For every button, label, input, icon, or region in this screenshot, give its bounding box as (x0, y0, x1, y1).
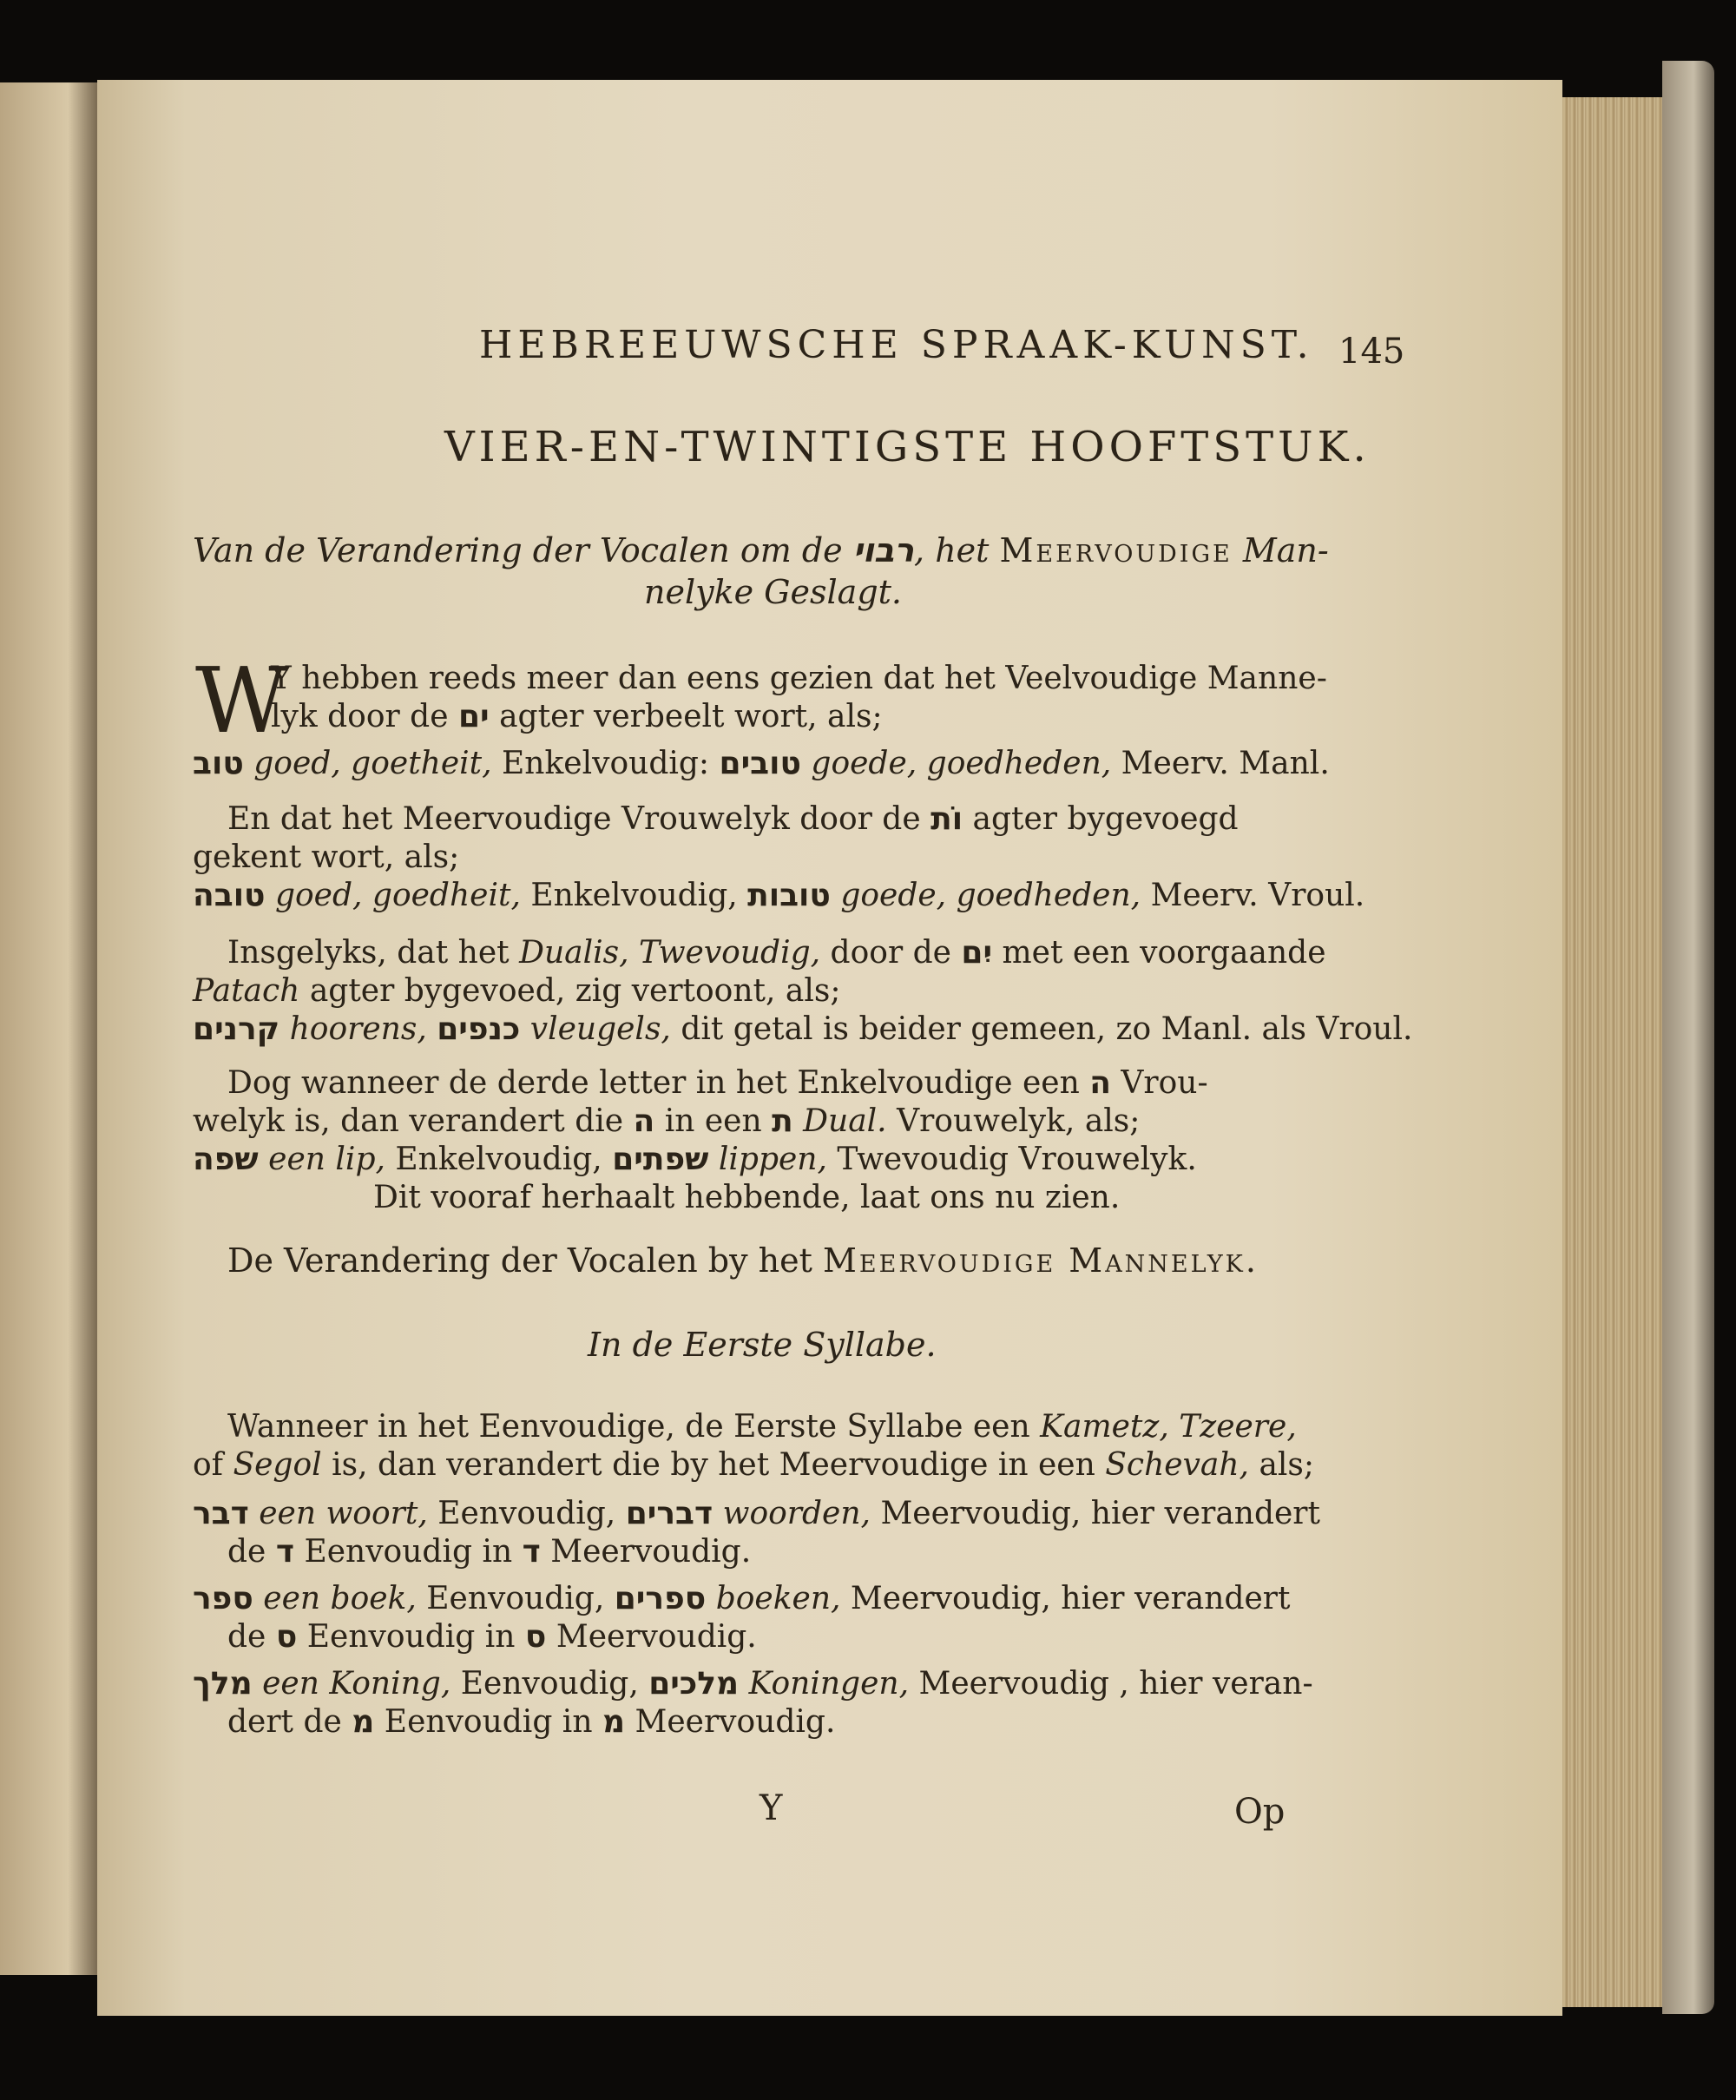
example-sefer-line-2: de ס Eenvoudig in ס Meervoudig. (227, 1619, 757, 1655)
paragraph-1-line-1: Y hebben reeds meer dan eens gezien dat het Veelvoudige Manne- (271, 661, 1327, 696)
example-tobah: טובה goed, goedheit, Enkelvoudig, טובות goede, goedheden, Meerv. Vroul. (193, 878, 1365, 913)
drop-cap: W (195, 648, 288, 754)
paragraph-5: Dit vooraf herhaalt hebbende, laat ons nu zien. (373, 1180, 1121, 1215)
chapter-subtitle-line2: nelyke Geslagt. (644, 573, 903, 611)
paragraph-4-line-1: Dog wanneer de derde letter in het Enkelvoudige een ה Vrou- (227, 1065, 1208, 1101)
paragraph-4-line-2: welyk is, dan verandert die ה in een ת Dual. Vrouwelyk, als; (193, 1103, 1141, 1139)
signature-mark: Y (760, 1788, 783, 1828)
paragraph-6-line-1: Wanneer in het Eenvoudige, de Eerste Syllabe een Kametz, Tzeere, (227, 1409, 1297, 1445)
paragraph-3-line-2: Patach agter bygevoed, zig vertoont, als; (193, 973, 841, 1009)
example-safah: שפה een lip, Enkelvoudig, שפתים lippen, Twevoudig Vrouwelyk. (193, 1142, 1197, 1177)
section-heading: De Verandering der Vocalen by het Meervoudige Mannelyk. (227, 1241, 1259, 1280)
example-melekh-line-2: dert de מ Eenvoudig in מ Meervoudig. (227, 1704, 836, 1740)
page-block-edges (1554, 97, 1675, 2007)
example-sefer: ספר een boek, Eenvoudig, ספרים boeken, Meervoudig, hier verandert (193, 1581, 1291, 1616)
book-page (97, 80, 1562, 2016)
sub-heading: In de Eerste Syllabe. (588, 1326, 937, 1364)
example-davar-line-2: de ד Eenvoudig in ד Meervoudig. (227, 1534, 752, 1570)
paragraph-3-line-1: Insgelyks, dat het Dualis, Twevoudig, door de יִם met een voorgaande (227, 935, 1326, 971)
chapter-title: VIER-EN-TWINTIGSTE HOOFTSTUK. (444, 423, 1371, 471)
paragraph-2-line-2: gekent wort, als; (193, 839, 460, 875)
book-cover (1662, 61, 1714, 2014)
example-melekh: מלך een Koning, Eenvoudig, מלכים Koningen, Meervoudig , hier veran- (193, 1666, 1313, 1702)
running-head: HEBREEUWSCHE SPRAAK-KUNST. (479, 323, 1314, 367)
example-tob: טוב goed, goetheit, Enkelvoudig: טובים goede, goedheden, Meerv. Manl. (193, 746, 1330, 781)
chapter-subtitle: Van de Verandering der Vocalen om de רבוי, het Meervoudige Man- (193, 531, 1329, 569)
paragraph-1-line-2: lyk door de ים agter verbeelt wort, als; (271, 699, 883, 734)
example-qeranayim: קרנים hoorens, כנפים vleugels, dit getal is beider gemeen, zo Manl. als Vroul. (193, 1011, 1413, 1047)
example-davar: דבר een woort, Eenvoudig, דברים woorden, Meervoudig, hier verandert (193, 1496, 1320, 1531)
paragraph-6-line-2: of Segol is, dan verandert die by het Meervoudige in een Schevah, als; (193, 1447, 1315, 1483)
facing-page-edge (0, 82, 97, 1975)
page-number: 145 (1338, 332, 1405, 372)
paragraph-2-line-1: En dat het Meervoudige Vrouwelyk door de וֹת agter bygevoegd (227, 801, 1239, 837)
catchword: Op (1234, 1792, 1286, 1832)
